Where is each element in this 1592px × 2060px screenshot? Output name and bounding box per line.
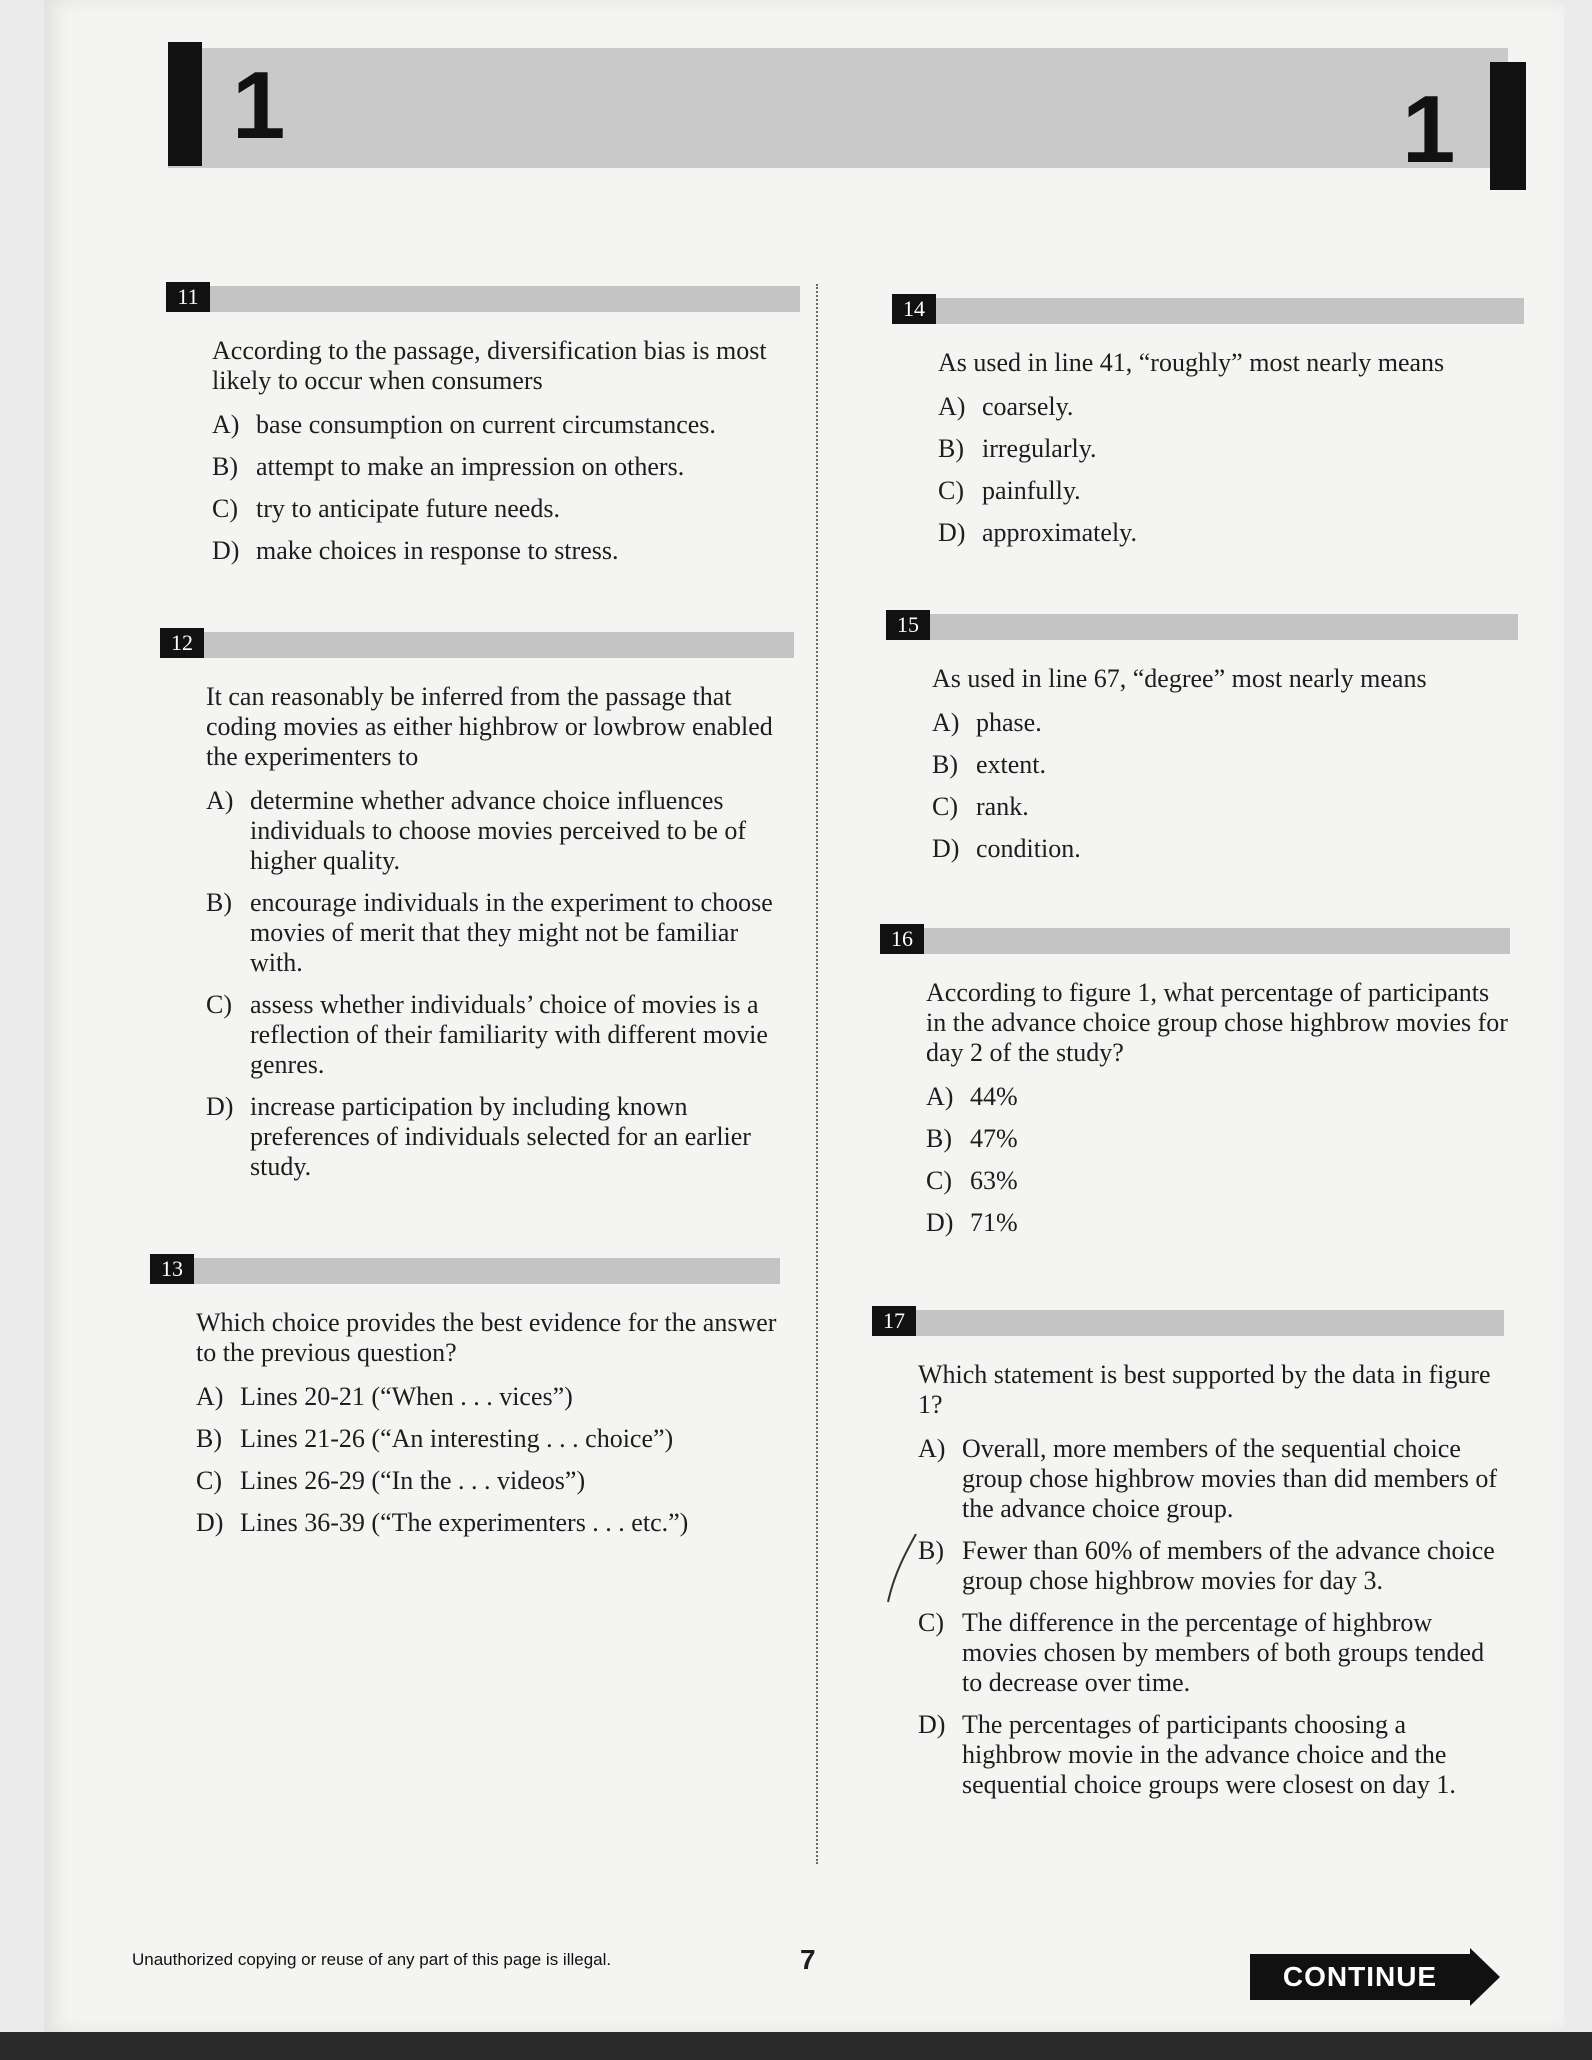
answer-option-d[interactable]: D) Lines 36-39 (“The experimenters . . . etc.”) (196, 1508, 689, 1537)
continue-button[interactable]: CONTINUE (1250, 1954, 1470, 2000)
question-stem: As used in line 67, “degree” most nearly means (932, 664, 1427, 693)
question-number: 15 (886, 610, 930, 640)
answer-option-d[interactable]: D) make choices in response to stress. (212, 536, 619, 565)
answer-option-b[interactable]: B) encourage individuals in the experiment to choose movies of merit that they might not be familiar with. (206, 888, 773, 977)
answer-option-a[interactable]: A) Overall, more members of the sequential choice group chose highbrow movies than did members of the advance choice group. (918, 1434, 1498, 1523)
answer-option-a[interactable]: A) determine whether advance choice influences individuals to choose movies perceived to be of higher quality. (206, 786, 747, 875)
answer-option-b[interactable]: B) Fewer than 60% of members of the advance choice group chose highbrow movies for day 3. (918, 1536, 1495, 1595)
question-11 (166, 282, 800, 578)
question-12 (160, 628, 794, 1194)
question-stem: Which statement is best supported by the data in figure 1? (918, 1360, 1491, 1419)
answer-option-c[interactable]: C) rank. (932, 792, 1029, 821)
section-marker-right (1490, 62, 1526, 190)
question-stem: As used in line 41, “roughly” most nearly means (938, 348, 1445, 377)
answer-option-d[interactable]: D) The percentages of participants choosing a highbrow movie in the advance choice and the sequential choice groups were closest on day 1. (918, 1710, 1456, 1799)
copyright-notice: Unauthorized copying or reuse of any part of this page is illegal. (132, 1950, 612, 1969)
column-divider (816, 284, 818, 1864)
answer-option-c[interactable]: C) painfully. (938, 476, 1081, 505)
answer-option-d[interactable]: D) condition. (932, 834, 1081, 863)
question-header (886, 610, 1518, 640)
question-number: 12 (160, 628, 204, 658)
question-number: 14 (892, 294, 936, 324)
answer-option-a[interactable]: A) Lines 20-21 (“When . . . vices”) (196, 1382, 573, 1411)
answer-option-c[interactable]: C) try to anticipate future needs. (212, 494, 560, 523)
answer-option-a[interactable]: A) base consumption on current circumstances. (212, 410, 716, 439)
question-number: 11 (166, 282, 210, 312)
answer-option-b[interactable]: B) irregularly. (938, 434, 1097, 463)
question-13 (150, 1254, 780, 1550)
section-marker-left (168, 42, 202, 166)
question-stem: Which choice provides the best evidence for the answer to the previous question? (196, 1308, 777, 1367)
question-15 (886, 610, 1518, 876)
answer-option-d[interactable]: D) approximately. (938, 518, 1137, 547)
question-16 (880, 924, 1510, 1250)
question-number: 16 (880, 924, 924, 954)
question-header (872, 1306, 1504, 1336)
question-header (166, 282, 800, 312)
pencil-mark-icon (880, 1530, 920, 1610)
question-number: 17 (872, 1306, 916, 1336)
question-17 (872, 1306, 1504, 1812)
question-stem: According to figure 1, what percentage of participants in the advance choice group chose highbrow movies for day 2 of the study? (926, 978, 1508, 1067)
section-number-right: 1 (1402, 76, 1456, 183)
question-stem: According to the passage, diversification bias is most likely to occur when consumers (212, 336, 767, 395)
answer-option-a[interactable]: A) coarsely. (938, 392, 1074, 421)
question-stem: It can reasonably be inferred from the passage that coding movies as either highbrow or lowbrow enabled the experimenters to (206, 682, 773, 771)
answer-option-c[interactable]: C) The difference in the percentage of highbrow movies chosen by members of both groups tended to decrease over time. (918, 1608, 1485, 1697)
question-14 (892, 294, 1524, 560)
answer-option-c[interactable]: C) Lines 26-29 (“In the . . . videos”) (196, 1466, 586, 1495)
section-header-band (168, 48, 1508, 168)
answer-option-b[interactable]: B) Lines 21-26 (“An interesting . . . choice”) (196, 1424, 674, 1453)
answer-option-a[interactable]: A) phase. (932, 708, 1042, 737)
question-number: 13 (150, 1254, 194, 1284)
page-number: 7 (800, 1944, 816, 1975)
question-header (160, 628, 794, 658)
answer-option-d[interactable]: D) increase participation by including known preferences of individuals selected for an earlier study. (206, 1092, 751, 1181)
answer-option-c[interactable]: C) 63% (926, 1166, 1018, 1195)
answer-option-a[interactable]: A) 44% (926, 1082, 1018, 1111)
answer-option-d[interactable]: D) 71% (926, 1208, 1018, 1237)
question-header (150, 1254, 780, 1284)
question-header (892, 294, 1524, 324)
answer-option-c[interactable]: C) assess whether individuals’ choice of movies is a reflection of their familiarity with different movie genres. (206, 990, 768, 1079)
question-header (880, 924, 1510, 954)
scan-edge (0, 2032, 1592, 2060)
arrow-right-icon (1470, 1948, 1500, 2006)
answer-option-b[interactable]: B) attempt to make an impression on others. (212, 452, 685, 481)
answer-option-b[interactable]: B) 47% (926, 1124, 1018, 1153)
answer-option-b[interactable]: B) extent. (932, 750, 1047, 779)
section-number-left: 1 (232, 52, 286, 159)
